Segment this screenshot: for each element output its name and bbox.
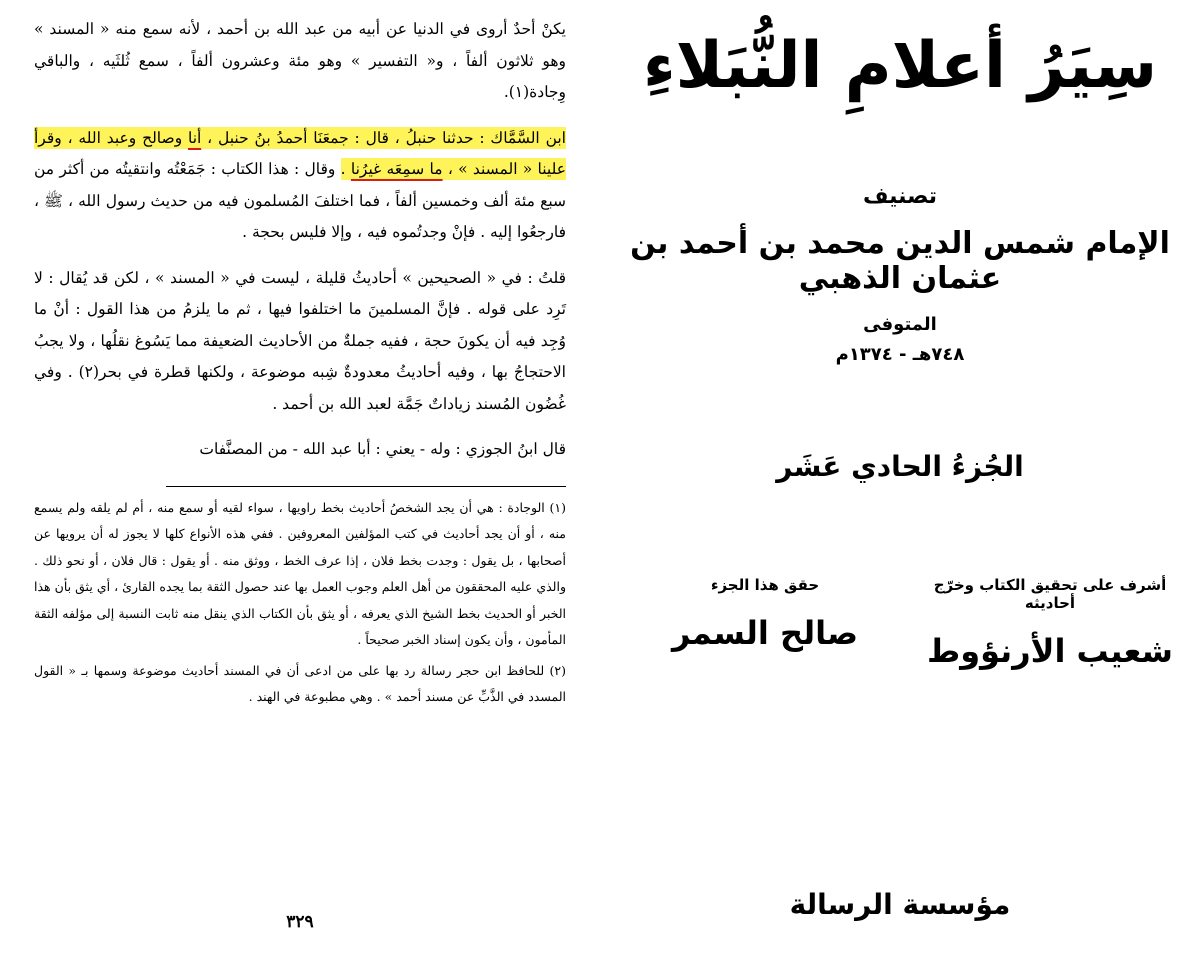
deceased-label: المتوفى: [863, 314, 937, 335]
title-page: [600, 0, 1200, 960]
footnotes: [34, 495, 566, 711]
volume-title: الجُزءُ الحادي عَشَر: [776, 450, 1024, 483]
author-name: الإمام شمس الدين محمد بن أحمد بن عثمان الذهبي: [630, 226, 1170, 296]
page-number: ٣٢٩: [286, 912, 314, 932]
supervisor-role: أشرف على تحقيق الكتاب وخرّج أحاديثه: [933, 576, 1167, 612]
text-span: يكنْ أحدٌ أروى في الدنيا عن أبيه من عبد الله بن أحمد ، لأنه سمع منه « المسند » وهو ثلاثون ألفاً ، و« التفسير » وهو مئة وعشرون ألفاً ، سمع ثُلثَيه ، والباقي وِجادة(١).: [34, 20, 566, 101]
paragraph: [34, 434, 566, 466]
death-years: ٧٤٨هـ - ١٣٧٤م: [835, 344, 965, 365]
editor-credit: [640, 576, 890, 652]
supervisor-name: شعيب الأرنؤوط: [926, 632, 1174, 670]
highlighted-text: ابن السَّمَّاك : حدثنا حنبلُ ، قال : جمعَنَا أحمدُ بنُ حنبل ،: [201, 128, 566, 147]
supervisor-credit: [925, 576, 1175, 670]
highlighted-text: ما سمِعَه غيرُنا: [350, 160, 443, 178]
text-span: وقال : هذا الكتاب : جَمَعْتُه وانتقيتُه من أكثر من سبع مئة ألف وخمسين ألفاً ، فما اختلفَ المُسلمون فيه من حديث رسول الله ، ﷺ ، فارجعُوا إليه . فإنْ وجدتُموه فيه ، وإلا فليس بحجة .: [34, 160, 566, 241]
book-title: سِيَرُ أعلامِ النُّبَلاءِ: [642, 29, 1158, 103]
paragraph: [34, 263, 566, 421]
text-span: قال ابنُ الجوزي : وله - يعني : أبا عبد الله - من المصنَّفات: [199, 440, 566, 458]
text-span: قلتُ : في « الصحيحين » أحاديثُ قليلة ، ليست في « المسند » ، لكن قد يُقال : لا تَرِد على قوله . فإنَّ المسلمينَ ما اختلفوا فيها ، ثم ما يلزمُ من هذا القول : أنْ ما وُجِد فيه أن يكونَ حجة ، ففيه جملةٌ من الأحاديث الضعيفة مما يَسُوغ نقلُها ، ولا يجبُ الاحتجاجُ بها ، وفيه أحاديثُ معدودةٌ شِبه موضوعة ، ولكنها قطرة في بحر(٢) . وفي غُضُون المُسند زياداتٌ جَمَّة لعبد الله بن أحمد .: [34, 268, 566, 413]
paragraph: [34, 14, 566, 109]
main-text: [34, 14, 566, 466]
paragraph: [34, 123, 566, 249]
editor-role: حقق هذا الجزء: [710, 576, 820, 594]
footnote-divider: [166, 486, 566, 487]
highlighted-text: .: [340, 160, 351, 178]
highlighted-text: وصالح وعبد الله ، وقرأ علينا « المسند » ،: [34, 128, 566, 178]
compiled-by-label: تصنيف: [862, 184, 938, 209]
publisher-name: مؤسسة الرسالة: [789, 888, 1011, 921]
footnote: (٢) للحافظ ابن حجر رسالة رد بها على من ادعى أن في المسند أحاديث موضوعة وسمها بـ « القول المسدد في الذَّبِّ عن مسند أحمد » . وهي مطبوعة في الهند .: [34, 662, 566, 704]
editor-name: صالح السمر: [671, 614, 859, 652]
highlighted-text: أنا: [188, 128, 202, 147]
footnote: (١) الوجادة : هي أن يجد الشخصُ أحاديث بخط راويها ، سواء لقيه أو سمع منه ، أم لم يلقه ولم يسمع منه ، أو أن يجد أحاديث في كتب المؤلفين المعروفين . ففي هذه الأنواع كلها لا يجوز له أن يرويها عن أصحابها ، بل يقول : وجدت بخط فلان ، إذا عرف الخط ، ووثق منه . أو يقول : قال فلان ، أو نحو ذلك . والذي عليه المحققون من أهل العلم وجوب العمل بها عند حصول الثقة بما يجده القارئ ، أي يثق بأن هذا الخبر أو الحديث بخط الشيخ الذي يعرفه ، أو يثق بأن الكتاب الذي ينقل منه ثابت النسبة إلى مؤلفه الثقة المأمون ، وأن يكون إسناد الخبر صحيحاً .: [34, 499, 566, 647]
